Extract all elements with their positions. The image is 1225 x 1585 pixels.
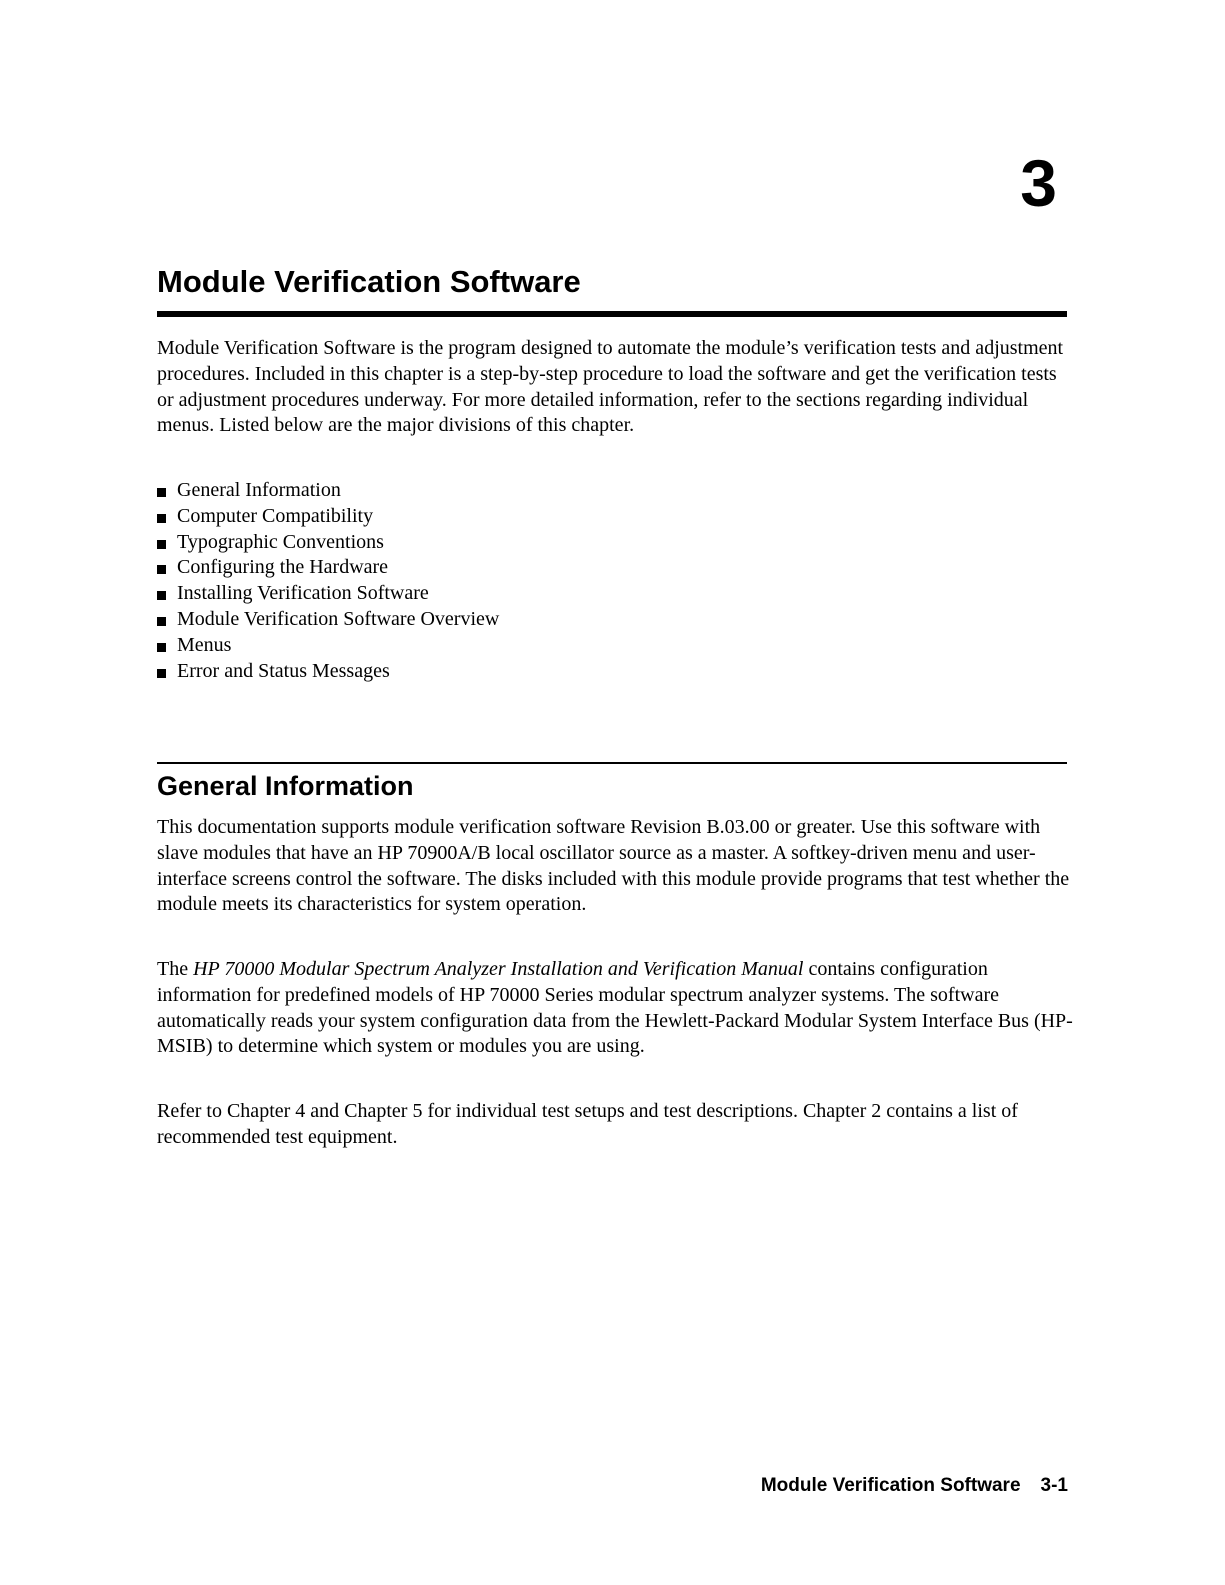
list-item-label: Configuring the Hardware: [177, 556, 389, 579]
bullet-icon: [157, 617, 166, 626]
manual-title: HP 70000 Modular Spectrum Analyzer Installation and Verification Manual: [193, 958, 804, 980]
list-item: [157, 504, 499, 530]
list-item-label: Menus: [177, 633, 232, 656]
section-rule: [157, 762, 1067, 764]
title-rule: [157, 311, 1067, 317]
list-item-label: Module Verification Software Overview: [177, 607, 500, 630]
chapter-number: 3: [1020, 146, 1057, 220]
bullet-icon: [157, 643, 166, 652]
list-item: [157, 607, 499, 633]
list-item-label: Typographic Conventions: [177, 530, 384, 553]
list-item-label: General Information: [177, 479, 341, 501]
footer-title: Module Verification Software: [760, 1475, 1021, 1496]
list-item: [157, 530, 499, 556]
bullet-icon: [157, 540, 166, 549]
bullet-icon: [157, 514, 166, 523]
chapter-divisions-list: [157, 478, 499, 684]
list-item-label: Installing Verification Software: [177, 582, 429, 605]
bullet-icon: [157, 488, 166, 497]
list-item: [157, 555, 499, 581]
paragraph-2-prefix: The: [157, 958, 194, 980]
list-item: [157, 659, 499, 685]
list-item-label: Error and Status Messages: [177, 659, 390, 682]
list-item: [157, 478, 499, 504]
chapter-title: Module Verification Software: [157, 264, 581, 299]
page-number: 3-1: [1040, 1475, 1068, 1496]
intro-paragraph: Module Verification Software is the program designed to automate the module’s verification tests and adjustment procedures. Included in this chapter is a step-by-step procedure to load the software and get the verification tests or adjustment procedures underway. For more detailed information, refer to the sections regarding individual menus. Listed below are the major divisions of this chapter.: [157, 337, 1064, 437]
section-heading-general-information: General Information: [157, 771, 414, 801]
page-footer: [761, 1474, 1068, 1498]
list-item: [157, 633, 499, 659]
general-info-paragraph-3: Refer to Chapter 4 and Chapter 5 for individual test setups and test descriptions. Chapter 2 contains a list of recommended test equipment.: [157, 1100, 1018, 1148]
general-info-paragraph-2: [157, 957, 1077, 1060]
bullet-icon: [157, 669, 166, 678]
bullet-icon: [157, 591, 166, 600]
list-item-label: Computer Compatibility: [177, 504, 374, 527]
list-item: [157, 581, 499, 607]
bullet-icon: [157, 565, 166, 574]
paragraph-2-suffix: contains configuration information for predefined models of HP 70000 Series modular spectrum analyzer systems. The software automatically reads your system configuration data from the Hewlett-Packard Modular System Interface Bus (HP-MSIB) to determine which system or modules you are using.: [157, 958, 1073, 1058]
general-info-paragraph-1: This documentation supports module verification software Revision B.03.00 or greater. Use this software with slave modules that have an HP 70900A/B local oscillator source as a master. A softkey-driven menu and user-interface screens control the software. The disks included with this module provide programs that test whether the module meets its characteristics for system operation.: [157, 816, 1070, 916]
